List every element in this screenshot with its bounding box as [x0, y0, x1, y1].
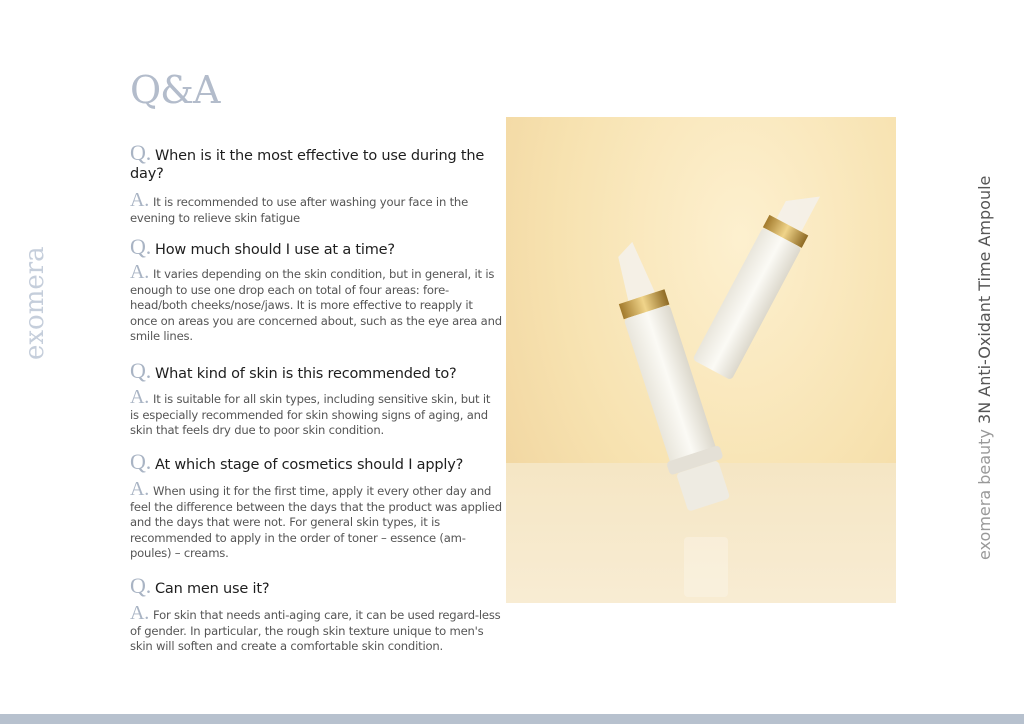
answer-1	[130, 189, 502, 226]
a-mark: A.	[130, 602, 150, 624]
page-title: Q&A	[130, 68, 220, 112]
q-mark: Q.	[130, 573, 151, 598]
question-5	[130, 573, 502, 598]
answer-2	[130, 261, 502, 345]
ampoule-bottles-illustration	[506, 117, 896, 603]
footer-bar	[0, 714, 1024, 724]
answer-text: When using it for the first time, apply it every other day and feel the difference between the days that the product was applied and the days that were not. For general skin types, it is recommended to apply in the order of toner – essence (am-poules) – creams.	[130, 484, 502, 560]
q-mark: Q.	[130, 140, 151, 165]
a-mark: A.	[130, 261, 150, 283]
answer-text: It is recommended to use after washing your face in the evening to relieve skin fatigue	[130, 195, 469, 225]
q-mark: Q.	[130, 234, 151, 259]
answer-text: For skin that needs anti-aging care, it can be used regard-less of gender. In particular, the rough skin texture unique to men's skin will soften and create a comfortable skin condition.	[130, 608, 501, 653]
question-4	[130, 449, 502, 474]
answer-4	[130, 478, 502, 562]
brand-watermark: exomera	[20, 246, 50, 360]
answer-text: It varies depending on the skin condition, but in general, it is enough to use one drop each on total of four areas: fore-head/both cheeks/nose/jaws. It is more effective to reapply it once on areas you are concerned about, such as the eye area and smile lines.	[130, 267, 502, 343]
a-mark: A.	[130, 189, 150, 211]
a-mark: A.	[130, 386, 150, 408]
brand-name: exomera beauty	[975, 429, 994, 560]
question-text: When is it the most effective to use during the day?	[130, 148, 485, 182]
answer-5	[130, 602, 502, 655]
a-mark: A.	[130, 478, 150, 500]
product-name: 3N Anti-Oxidant Time Ampoule	[975, 175, 994, 424]
question-3	[130, 358, 502, 383]
question-text: How much should I use at a time?	[155, 242, 395, 258]
answer-3	[130, 386, 502, 439]
question-text: At which stage of cosmetics should I apply?	[155, 457, 464, 473]
product-photo	[506, 117, 896, 603]
q-mark: Q.	[130, 449, 151, 474]
question-1	[130, 140, 502, 183]
product-name-vertical	[975, 176, 994, 560]
answer-text: It is suitable for all skin types, including sensitive skin, but it is especially recommended for skin showing signs of aging, and skin that feels dry due to poor skin condition.	[130, 392, 491, 437]
question-2	[130, 234, 502, 259]
question-text: What kind of skin is this recommended to?	[155, 366, 457, 382]
q-mark: Q.	[130, 358, 151, 383]
question-text: Can men use it?	[155, 581, 270, 597]
